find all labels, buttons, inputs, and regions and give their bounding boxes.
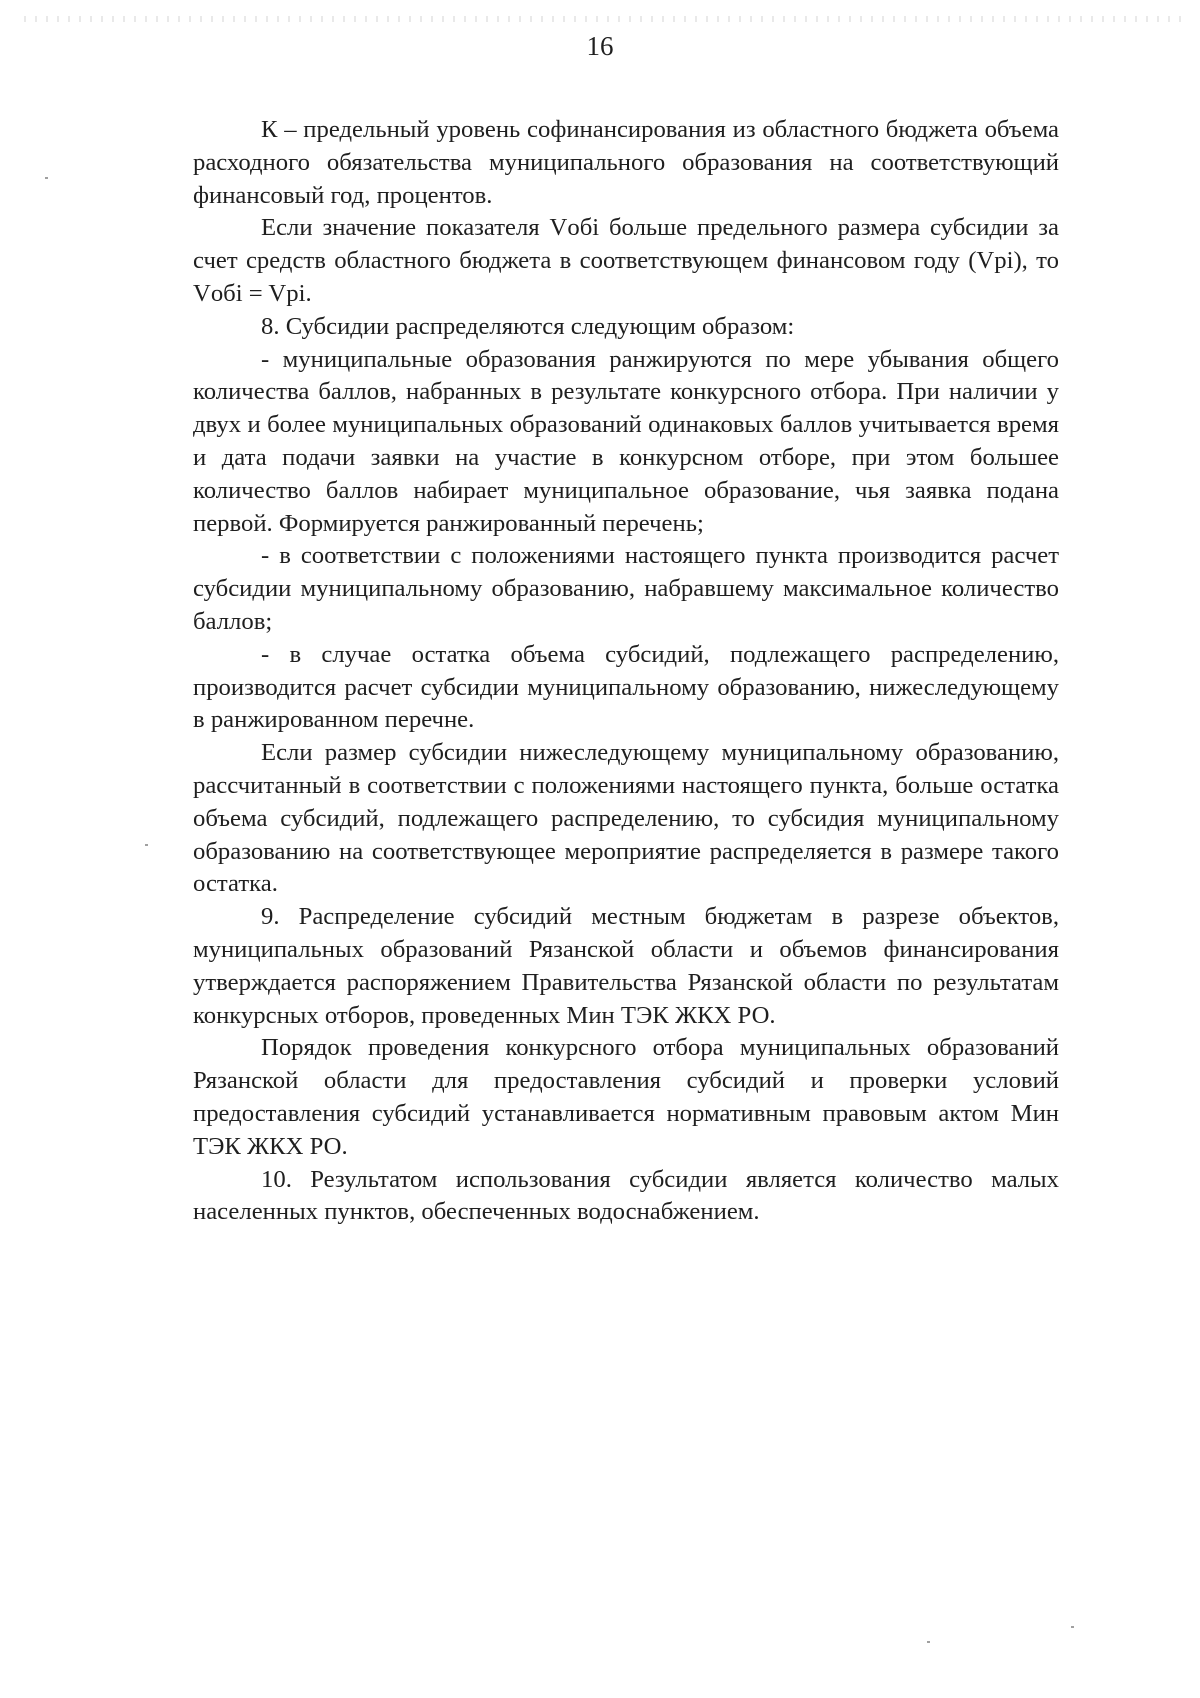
paragraph-vobi-condition: Если значение показателя Vобi больше предельного размера субсидии за счет средств областного бюджета в соответствующем финансовом году (Vpi), то Vобi = Vpi. bbox=[193, 214, 1059, 307]
scan-artifact-top bbox=[24, 16, 1184, 22]
paragraph-selection-procedure: Порядок проведения конкурсного отбора муниципальных образований Рязанской области для предоставления субсидий и проверки условий предоставления субсидий устанавливается нормативным правовым актом Мин ТЭК ЖКХ РО. bbox=[193, 1034, 1059, 1160]
paragraph-ranking-rule: - муниципальные образования ранжируются по мере убывания общего количества баллов, набранных в результате конкурсного отбора. При наличии у двух и более муниципальных образований одинаковых баллов учитывается время и дата подачи заявки на участие в конкурсном отборе, при этом большее количество баллов набирает муниципальное образование, чья заявка подана первой. Формируется ранжированный перечень; bbox=[193, 345, 1059, 537]
scan-speck bbox=[1071, 1626, 1074, 1628]
scan-speck bbox=[145, 844, 148, 846]
document-body bbox=[193, 114, 1059, 1229]
paragraph-section-10: 10. Результатом использования субсидии является количество малых населенных пунктов, обеспеченных водоснабжением. bbox=[193, 1165, 1059, 1226]
paragraph-k-definition: К – предельный уровень софинансирования из областного бюджета объема расходного обязательства муниципального образования на соответствующий финансовый год, процентов. bbox=[193, 116, 1059, 209]
paragraph-remaining-subsidy: - в случае остатка объема субсидий, подлежащего распределению, производится расчет субсидии муниципальному образованию, нижеследующему в ранжированном перечне. bbox=[193, 640, 1059, 734]
paragraph-remainder-allocation: Если размер субсидии нижеследующему муниципальному образованию, рассчитанный в соответствии с положениями настоящего пункта, больше остатка объема субсидий, подлежащего распределению, то субсидия муниципальному образованию на соответствующее мероприятие распределяется в размере такого остатка. bbox=[193, 739, 1059, 898]
paragraph-max-score-calculation: - в соответствии с положениями настоящего пункта производится расчет субсидии муниципальному образованию, набравшему максимальное количество баллов; bbox=[193, 542, 1059, 635]
scan-speck bbox=[45, 177, 48, 179]
paragraph-section-8: 8. Субсидии распределяются следующим образом: bbox=[261, 312, 795, 340]
paragraph-section-9: 9. Распределение субсидий местным бюджетам в разрезе объектов, муниципальных образований Рязанской области и объемов финансирования утверждается распоряжением Правительства Рязанской области по результатам конкурсных отборов, проведенных Мин ТЭК ЖКХ РО. bbox=[193, 903, 1059, 1029]
scan-speck bbox=[927, 1641, 930, 1643]
page-number: 16 bbox=[586, 31, 614, 61]
